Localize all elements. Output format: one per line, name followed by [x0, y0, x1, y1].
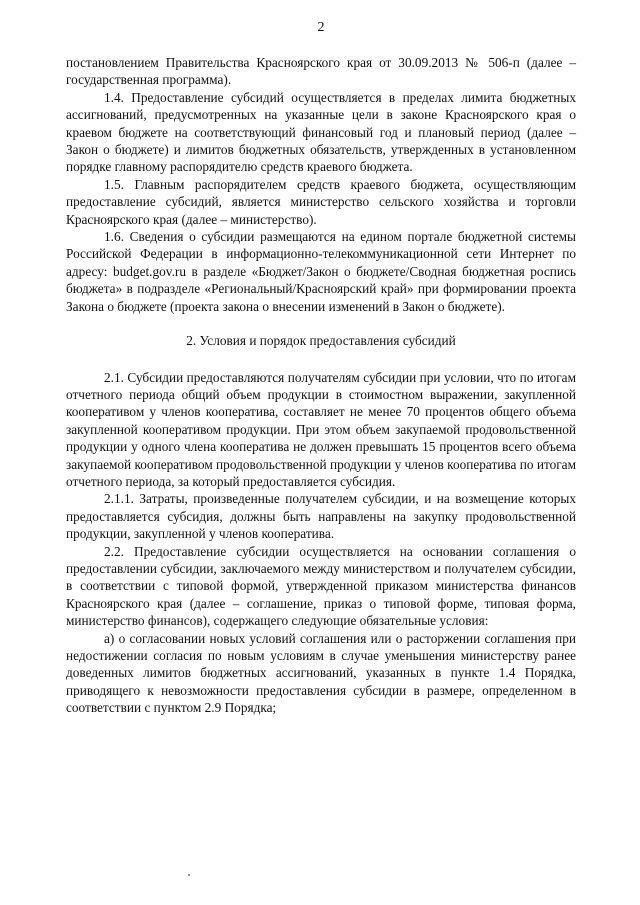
scan-speck	[188, 874, 190, 876]
paragraph-2-2: 2.2. Предоставление субсидии осуществляется на основании соглашения о предоставлении субсидии, заключаемого между министерством и получателем субсидии, в соответствии с типовой формой, утвержденной приказом министерства финансов Красноярского края (далее – соглашение, приказ о типовой форме, типовая форма, министерство финансов), содержащего следующие обязательные условия:	[66, 543, 576, 629]
paragraph-program-reference: постановлением Правительства Красноярского края от 30.09.2013 № 506-п (далее – государственная программа).	[66, 55, 576, 88]
paragraph-1-4: 1.4. Предоставление субсидий осуществляется в пределах лимита бюджетных ассигнований, предусмотренных на указанные цели в законе Красноярского края о краевом бюджете на соответствующий финансовый год и плановый период (далее – Закон о бюджете) и лимитов бюджетных обязательств, утвержденных в установленном порядке главному распорядителю средств краевого бюджета.	[66, 89, 576, 175]
paragraph-1-5: 1.5. Главным распорядителем средств краевого бюджета, осуществляющим предоставление субсидий, является министерство сельского хозяйства и торговли Красноярского края (далее – министерство).	[66, 176, 576, 227]
paragraph-1-6: 1.6. Сведения о субсидии размещаются на едином портале бюджетной системы Российской Федерации в информационно-телекоммуникационной сети Интернет по адресу: budget.gov.ru в разделе «Бюджет/Закон о бюджете/Сводная бюджетная роспись бюджета» в подразделе «Региональный/Красноярский край» при формировании проекта Закона о бюджете (проекта закона о внесении изменений в Закон о бюджете).	[66, 229, 576, 314]
paragraph-2-1-1: 2.1.1. Затраты, произведенные получателем субсидии, и на возмещение которых предоставляется субсидия, должны быть направлены на закупку продовольственной продукции, закупленной у членов кооператива.	[66, 491, 576, 542]
paragraph-2-2-a: а) о согласовании новых условий соглашения или о расторжении соглашения при недостижении согласия по новым условиям в случае уменьшения министерству ранее доведенных лимитов бюджетных ассигнований, указанных в пункте 1.4 Порядка, приводящего к невозможности предоставления субсидии в размере, определенном в соответствии с пунктом 2.9 Порядка;	[66, 630, 576, 716]
paragraph-2-1: 2.1. Субсидии предоставляются получателям субсидии при условии, что по итогам отчетного периода общий объем продукции в стоимостном выражении, закупленной кооперативом у членов кооператива, составляет не менее 70 процентов общего объема закупленной кооперативом продукции. При этом объем закупаемой продовольственной продукции у одного члена кооператива не должен превышать 15 процентов всего объема закупаемой кооперативом продовольственной продукции у членов кооператива по итогам отчетного периода, за который предоставляется субсидия.	[66, 369, 576, 489]
page-number: 2	[317, 20, 325, 35]
section-heading: 2. Условия и порядок предоставления субсидий	[186, 333, 456, 349]
